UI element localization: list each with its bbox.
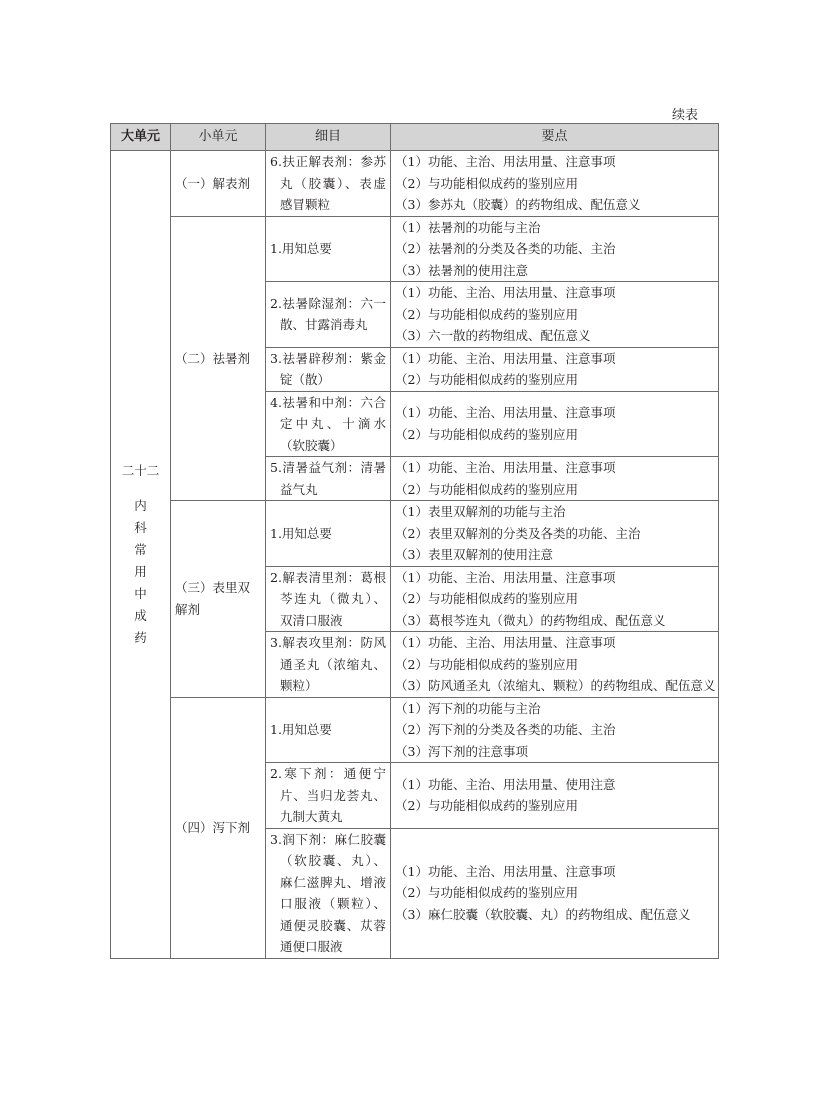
point: （3）葛根芩连丸（微丸）的药物组成、配伍意义 [395,612,666,628]
point: （2）与功能相似成药的鉴别应用 [395,591,578,606]
item-cell [266,763,391,829]
points-cell [391,151,719,217]
title-char: 常 [134,542,147,557]
point: （1）表里双解剂的功能与主治 [395,504,566,519]
point: （2）与功能相似成药的鉴别应用 [395,798,578,814]
sub-unit-cell: （三）表里双解剂 [171,501,266,698]
header-sub-unit: 小单元 [171,124,266,151]
point: （2）与功能相似成药的鉴别应用 [395,885,578,901]
sub-unit-cell: （一）解表剂 [171,151,266,217]
item-cell [266,501,391,567]
header-item: 细目 [266,124,391,151]
points-cell [391,282,719,348]
big-unit-number: 二十二 [121,462,160,478]
points-cell [391,566,719,632]
point: （3）参苏丸（胶囊）的药物组成、配伍意义 [395,197,641,212]
table-row [111,151,719,217]
point: （1）功能、主治、用法用量、注意事项 [395,863,616,879]
point: （1）祛暑剂的功能与主治 [395,219,541,235]
item-cell [266,391,391,457]
point: （1）功能、主治、用法用量、使用注意 [395,776,616,792]
item-label: 3.解表攻里剂：防风通圣丸（浓缩丸、颗粒） [270,635,386,693]
item-label: 2.解表清里剂：葛根芩连丸（微丸）、双清口服液 [270,569,386,628]
point: （1）功能、主治、用法用量、注意事项 [395,405,616,421]
table-row [111,216,719,282]
point: （2）与功能相似成药的鉴别应用 [395,656,578,672]
points-cell [391,632,719,698]
points-cell [391,828,719,958]
item-label: 2.祛暑除湿剂：六一散、甘露消毒丸 [270,295,386,333]
item-label: 1.用知总要 [270,525,332,541]
point: （2）与功能相似成药的鉴别应用 [395,372,578,387]
point: （2）表里双解剂的分类及各类的功能、主治 [395,525,641,541]
item-cell [266,216,391,282]
point: （1）功能、主治、用法用量、注意事项 [395,460,616,475]
point: （3）六一散的药物组成、配伍意义 [395,328,591,343]
point: （2）与功能相似成药的鉴别应用 [395,175,578,191]
point: （1）功能、主治、用法用量、注意事项 [395,154,616,169]
point: （2）祛暑剂的分类及各类的功能、主治 [395,241,616,256]
point: （3）表里双解剂的使用注意 [395,547,553,562]
title-char: 用 [134,564,147,579]
syllabus-table [110,123,719,959]
point: （1）功能、主治、用法用量、注意事项 [395,635,616,650]
points-cell [391,457,719,501]
point: （2）泻下剂的分类及各类的功能、主治 [395,722,616,737]
sub-unit-cell: （四）泻下剂 [171,697,266,958]
title-char: 药 [134,630,147,645]
title-char: 成 [134,608,147,623]
header-big-unit: 大单元 [111,124,171,151]
points-cell [391,697,719,763]
point: （1）功能、主治、用法用量、注意事项 [395,569,616,585]
big-unit-title [134,495,148,649]
table-header-row [111,124,719,151]
item-cell [266,151,391,217]
item-cell [266,282,391,348]
points-cell [391,216,719,282]
points-cell [391,763,719,829]
title-char: 中 [134,586,147,601]
item-cell [266,457,391,501]
title-char: 内 [134,498,147,513]
item-cell [266,828,391,958]
item-label: 2.寒下剂：通便宁片、当归龙荟丸、九制大黄丸 [270,766,386,824]
points-cell [391,391,719,457]
item-label: 3.润下剂：麻仁胶囊（软胶囊、丸）、麻仁滋脾丸、增液口服液（颗粒）、通便灵胶囊、苁蓉通便口服液 [270,831,386,954]
item-label: 6.扶正解表剂：参苏丸（胶囊）、表虚感冒颗粒 [270,154,386,212]
point: （3）祛暑剂的使用注意 [395,262,528,278]
item-label: 4.祛暑和中剂：六合定中丸、十滴水（软胶囊） [270,394,386,453]
point: （2）与功能相似成药的鉴别应用 [395,306,578,322]
item-cell [266,632,391,698]
point: （1）功能、主治、用法用量、注意事项 [395,285,616,300]
item-label: 5.清暑益气剂：清暑益气丸 [270,460,386,497]
title-char: 科 [134,520,147,535]
continuation-label: 续表 [671,108,698,123]
table-row [111,697,719,763]
point: （2）与功能相似成药的鉴别应用 [395,481,578,497]
item-label: 3.祛暑辟秽剂：紫金锭（散） [270,350,386,387]
sub-unit-cell: （二）祛暑剂 [171,216,266,501]
point: （3）防风通圣丸（浓缩丸、颗粒）的药物组成、配伍意义 [395,678,716,693]
table-row [111,501,719,567]
point: （1）泻下剂的功能与主治 [395,700,541,716]
item-cell [266,566,391,632]
point: （2）与功能相似成药的鉴别应用 [395,426,578,442]
points-cell [391,501,719,567]
header-points: 要点 [391,124,719,151]
item-cell [266,347,391,391]
point: （3）麻仁胶囊（软胶囊、丸）的药物组成、配伍意义 [395,906,691,922]
point: （3）泻下剂的注意事项 [395,743,528,759]
big-unit-cell [111,151,171,959]
item-label: 1.用知总要 [270,722,332,737]
point: （1）功能、主治、用法用量、注意事项 [395,350,616,366]
item-label: 1.用知总要 [270,241,332,256]
item-cell [266,697,391,763]
points-cell [391,347,719,391]
